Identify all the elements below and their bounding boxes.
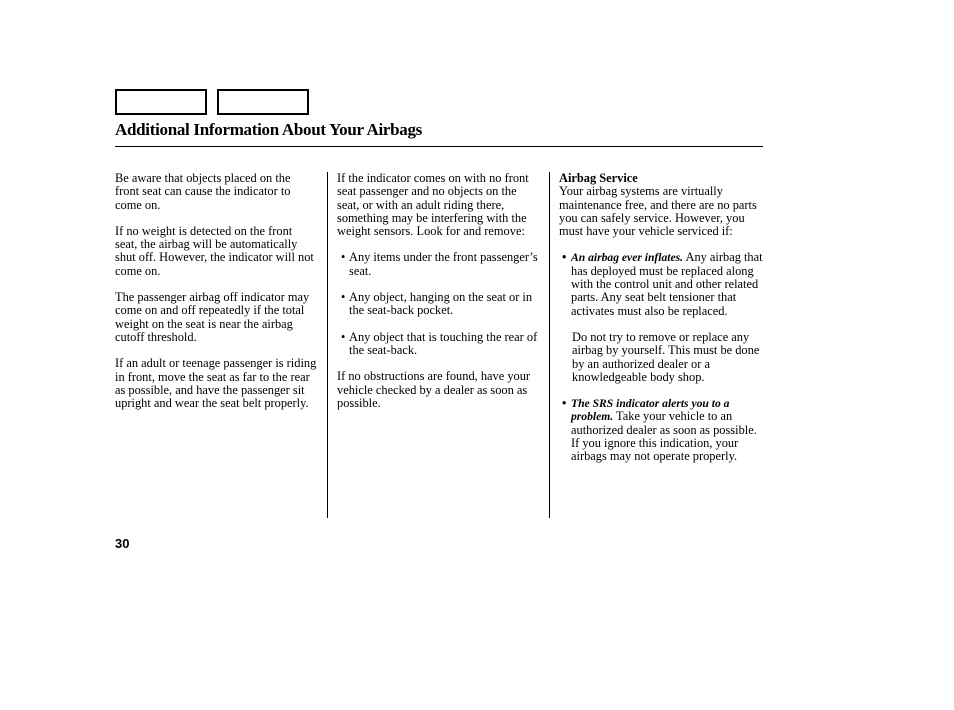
list-item: • Any object, hanging on the seat or in the seat-back pocket. xyxy=(337,291,541,318)
list-item xyxy=(559,251,765,317)
paragraph: If no obstructions are found, have your vehicle checked by a dealer as soon as possible. xyxy=(337,369,531,410)
title-rule xyxy=(115,146,763,147)
column-divider xyxy=(549,172,550,518)
service-conditions-list xyxy=(559,397,765,463)
paragraph: Be aware that objects placed on the front seat can cause the indicator to come on. xyxy=(115,171,291,212)
column-3 xyxy=(559,172,765,477)
paragraph: The passenger airbag off indicator may come on and off repeatedly if the total weight on the seat is near the airbag cutoff threshold. xyxy=(115,290,310,344)
service-conditions-list xyxy=(559,251,765,317)
paragraph: If the indicator comes on with no front seat passenger and no objects on the seat, or with an adult riding there, something may be interfering with the weight sensors. Look for and remove: xyxy=(337,171,529,239)
column-2 xyxy=(337,172,541,423)
page-number: 30 xyxy=(115,536,130,551)
section-heading: Airbag Service xyxy=(559,171,638,185)
nav-tab-box-2[interactable] xyxy=(217,89,309,115)
column-1 xyxy=(115,172,317,423)
section-intro: Your airbag systems are virtually maintenance free, and there are no parts you can safely service. However, you must have your vehicle serviced if: xyxy=(559,184,757,239)
nav-tab-box-1[interactable] xyxy=(115,89,207,115)
airbag-service-section xyxy=(559,172,765,238)
paragraph: If no weight is detected on the front seat, the airbag will be automatically shut off. However, the indicator will not come on. xyxy=(115,223,314,278)
list-item: • Any object that is touching the rear of the seat-back. xyxy=(337,331,541,358)
paragraph: If an adult or teenage passenger is riding in front, move the seat as far to the rear as possible, and have the passenger sit upright and wear the seat belt properly. xyxy=(115,356,317,411)
bullet-lead: The SRS indicator alerts you to a problem. xyxy=(571,397,730,424)
bullet-text: Take your vehicle to an authorized dealer as soon as possible. If you ignore this indication, your airbags may not operate properly. xyxy=(571,409,757,464)
page-title: Additional Information About Your Airbags xyxy=(115,120,422,139)
obstruction-list xyxy=(337,251,541,357)
column-divider xyxy=(327,172,328,518)
paragraph: Do not try to remove or replace any airbag by yourself. This must be done by an authorized dealer or a knowledgeable body shop. xyxy=(572,329,760,384)
bullet-text: Any airbag that has deployed must be replaced along with the control unit and other related parts. Any seat belt tensioner that activates must also be replaced. xyxy=(571,250,763,318)
bullet-lead: An airbag ever inflates. xyxy=(571,251,684,265)
list-item xyxy=(559,397,765,463)
list-item: • Any items under the front passenger’s seat. xyxy=(337,251,541,278)
